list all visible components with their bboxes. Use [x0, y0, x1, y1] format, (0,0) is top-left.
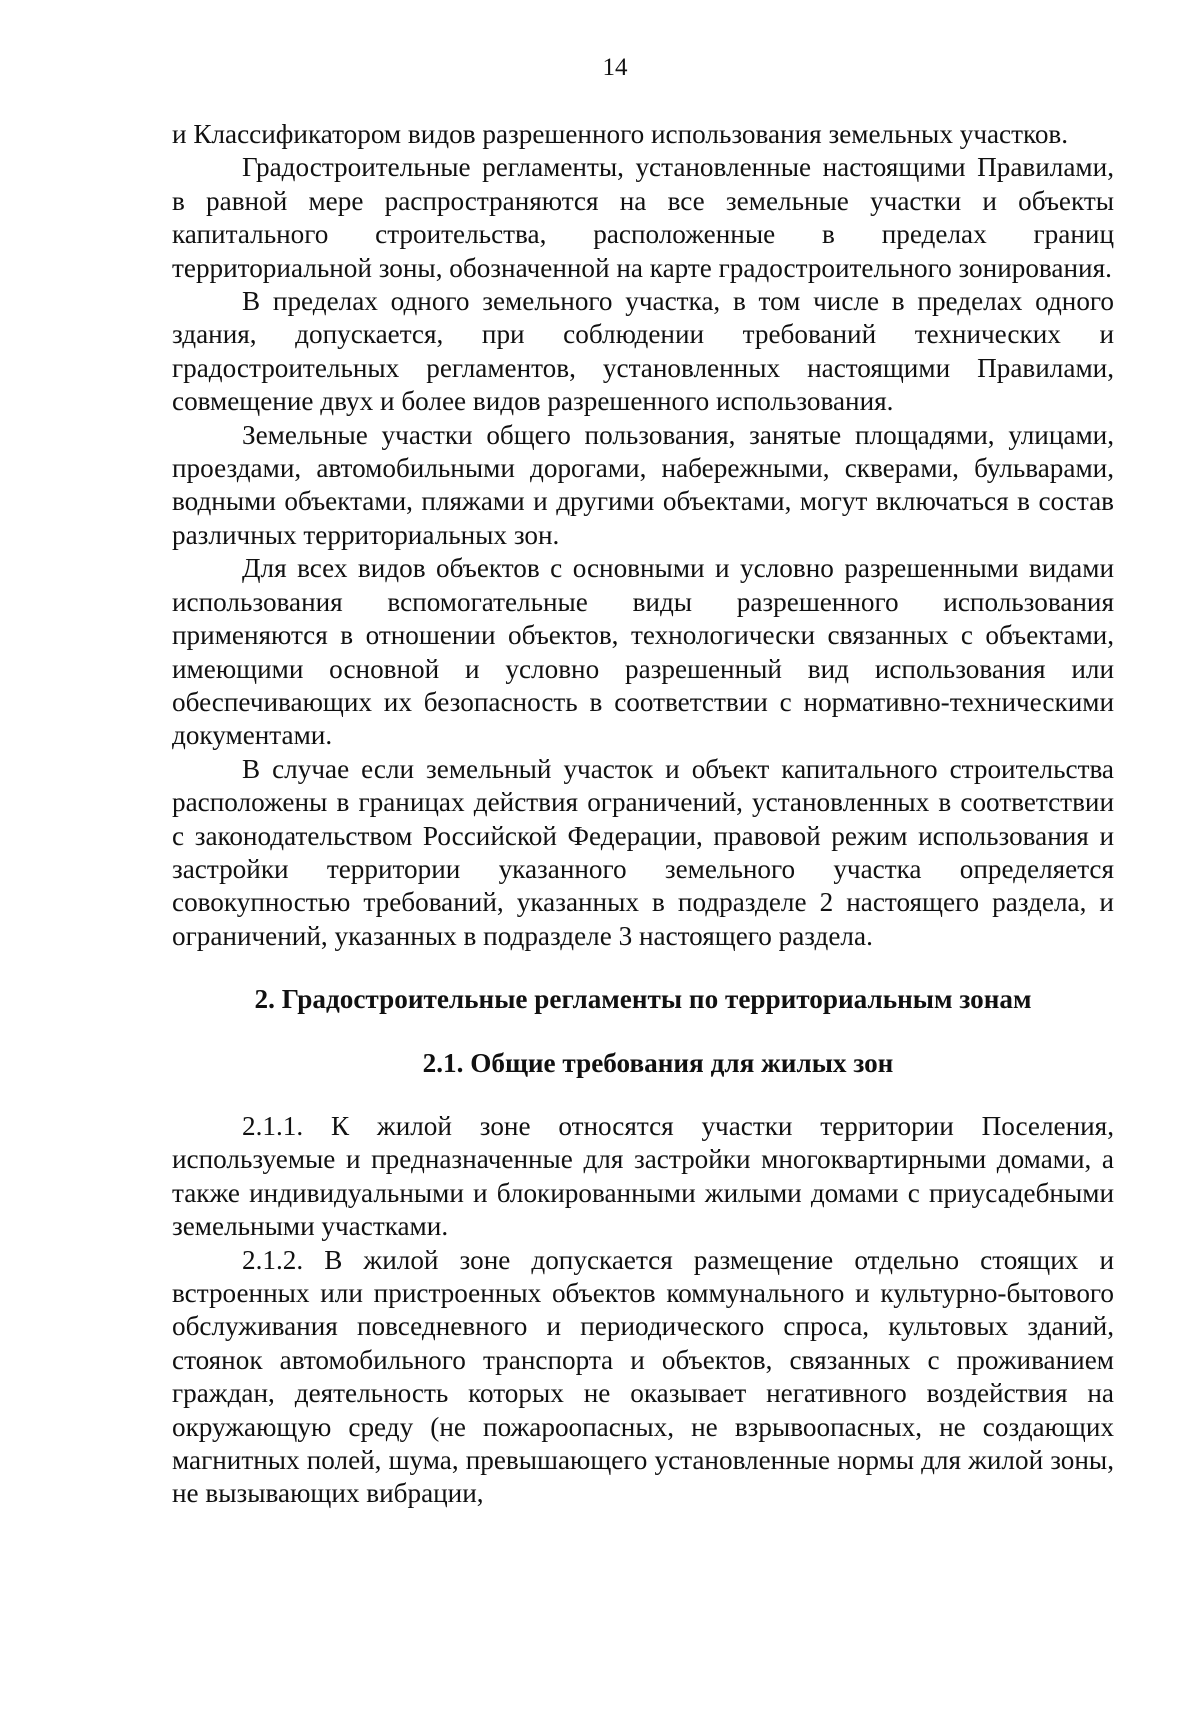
paragraph: 2.1.2. В жилой зоне допускается размещение отдельно стоящих и встроенных или пристроенных объектов коммунального и культурно-бытового обслуживания повседневного и периодического спроса, культовых зданий, стоянок автомобильного транспорта и объектов, связанных с проживанием граждан, деятельность которых не оказывает негативного воздействия на окружающую среду (не пожароопасных, не взрывоопасных, не создающих магнитных полей, шума, превышающего установленные нормы для жилой зоны, не вызывающих вибрации,: [172, 1244, 1114, 1509]
subsection-heading: 2.1. Общие требования для жилых зон: [422, 1047, 894, 1078]
paragraph: В случае если земельный участок и объект капитального строительства расположены в границах действия ограничений, установленных в соответствии с законодательством Российской Федерации, правовой режим использования и застройки территории указанного земельного участка определяется совокупностью требований, указанных в подразделе 2 настоящего раздела, и ограничений, указанных в подразделе 3 настоящего раздела.: [172, 753, 1114, 951]
paragraph: и Классификатором видов разрешенного использования земельных участков.: [172, 119, 1069, 149]
paragraph: Градостроительные регламенты, установленные настоящими Правилами, в равной мере распространяются на все земельные участки и объекты капитального строительства, расположенные в пределах границ территориальной зоны, обозначенной на карте градостроительного зонирования.: [172, 152, 1114, 283]
paragraph: Для всех видов объектов с основными и условно разрешенными видами использования вспомогательные виды разрешенного использования применяются в отношении объектов, технологически связанных с объектами, имеющими основной и условно разрешенный вид использования или обеспечивающих их безопасность в соответствии с нормативно-техническими документами.: [172, 553, 1114, 751]
section-heading: 2. Градостроительные регламенты по территориальным зонам: [254, 984, 1032, 1015]
paragraph: 2.1.1. К жилой зоне относятся участки территории Поселения, используемые и предназначенные для застройки многоквартирными домами, а также индивидуальными и блокированными жилыми домами с приусадебными земельными участками.: [172, 1110, 1114, 1242]
page-number: 14: [602, 54, 628, 81]
document-body: [172, 118, 1114, 1511]
paragraph: В пределах одного земельного участка, в том числе в пределах одного здания, допускается, при соблюдении требований технических и градостроительных регламентов, установленных настоящими Правилами, совмещение двух и более видов разрешенного использования.: [172, 286, 1114, 417]
paragraph: Земельные участки общего пользования, занятые площадями, улицами, проездами, автомобильными дорогами, набережными, скверами, бульварами, водными объектами, пляжами и другими объектами, могут включаться в состав различных территориальных зон.: [172, 419, 1114, 550]
